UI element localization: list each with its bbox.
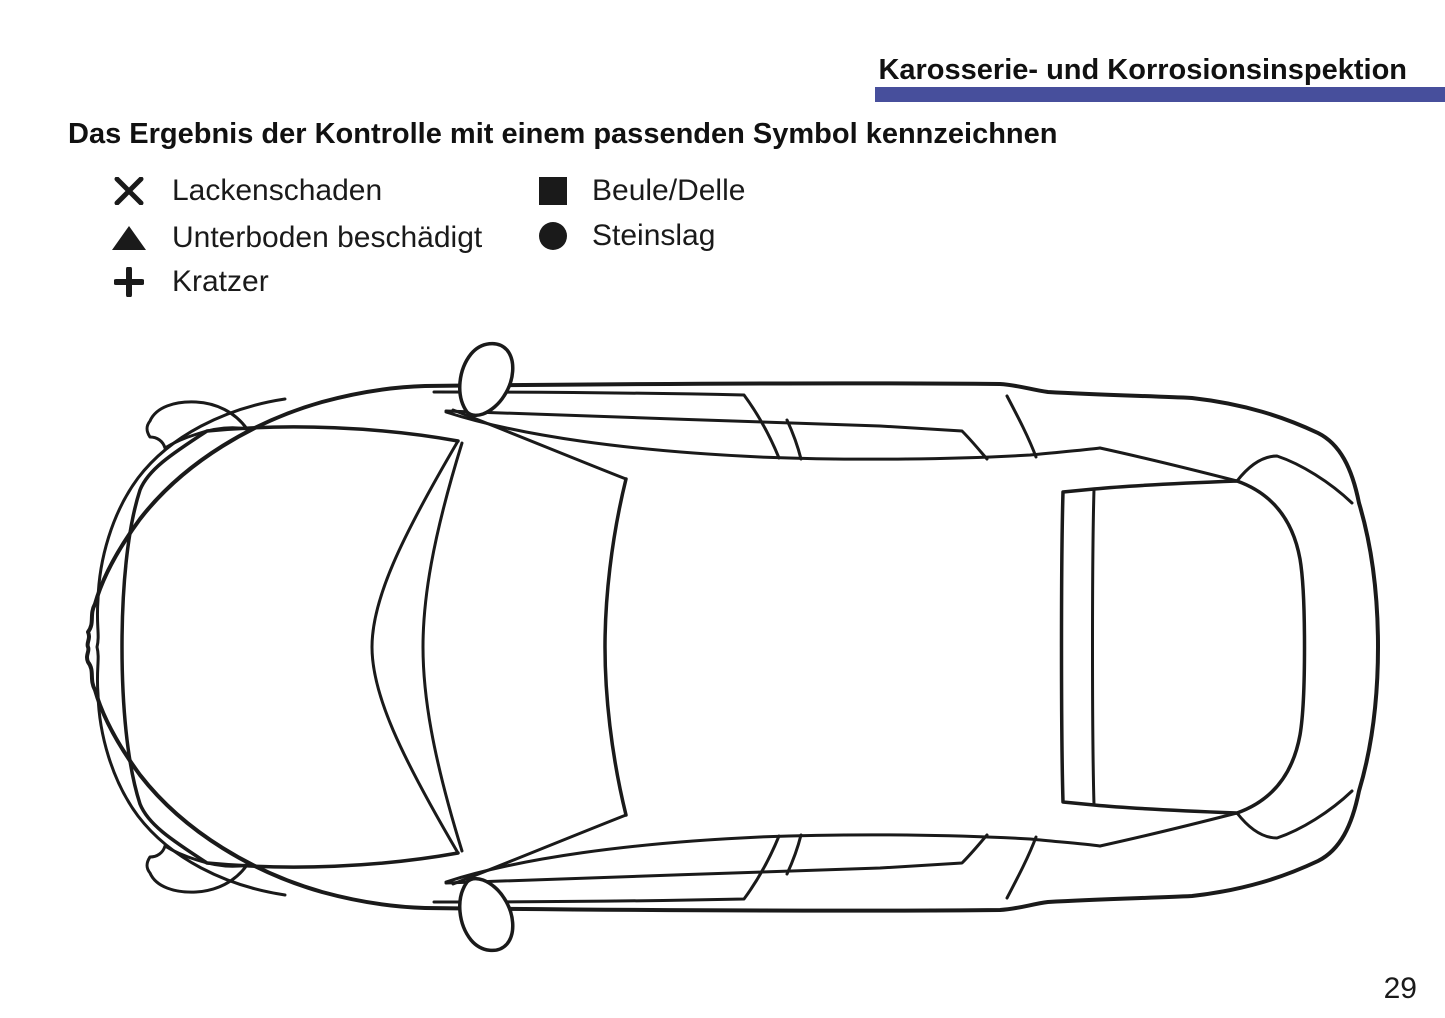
side-mirror-icon bbox=[460, 344, 513, 416]
legend-label: Steinslag bbox=[592, 219, 716, 252]
rear-window-outline bbox=[1062, 481, 1305, 813]
rear-window-inner-line bbox=[1093, 489, 1095, 805]
windshield-roof-edge bbox=[605, 479, 626, 815]
page-number: 29 bbox=[1383, 972, 1417, 1005]
page-title: Karosserie- und Korrosionsinspektion bbox=[878, 54, 1407, 86]
side-window-upper-edge bbox=[446, 411, 987, 459]
hood-outline bbox=[122, 427, 458, 867]
cowl-line-rear bbox=[423, 443, 462, 851]
instruction-heading: Das Ergebnis der Kontrolle mit einem passenden Symbol kennzeichnen bbox=[68, 118, 1058, 150]
legend-label: Lackenschaden bbox=[172, 174, 383, 207]
legend-label: Unterboden beschädigt bbox=[172, 221, 483, 254]
legend-label: Beule/Delle bbox=[592, 174, 746, 207]
rear-pillar-line bbox=[1237, 456, 1352, 503]
car-body-outline bbox=[87, 383, 1378, 910]
b-pillar-line bbox=[787, 420, 801, 459]
side-window-lower-edge bbox=[446, 412, 1100, 459]
c-pillar-line bbox=[1007, 396, 1036, 457]
front-bumper-line bbox=[97, 399, 285, 895]
legend-label: Kratzer bbox=[172, 265, 269, 298]
quarter-panel-line bbox=[1100, 448, 1237, 481]
